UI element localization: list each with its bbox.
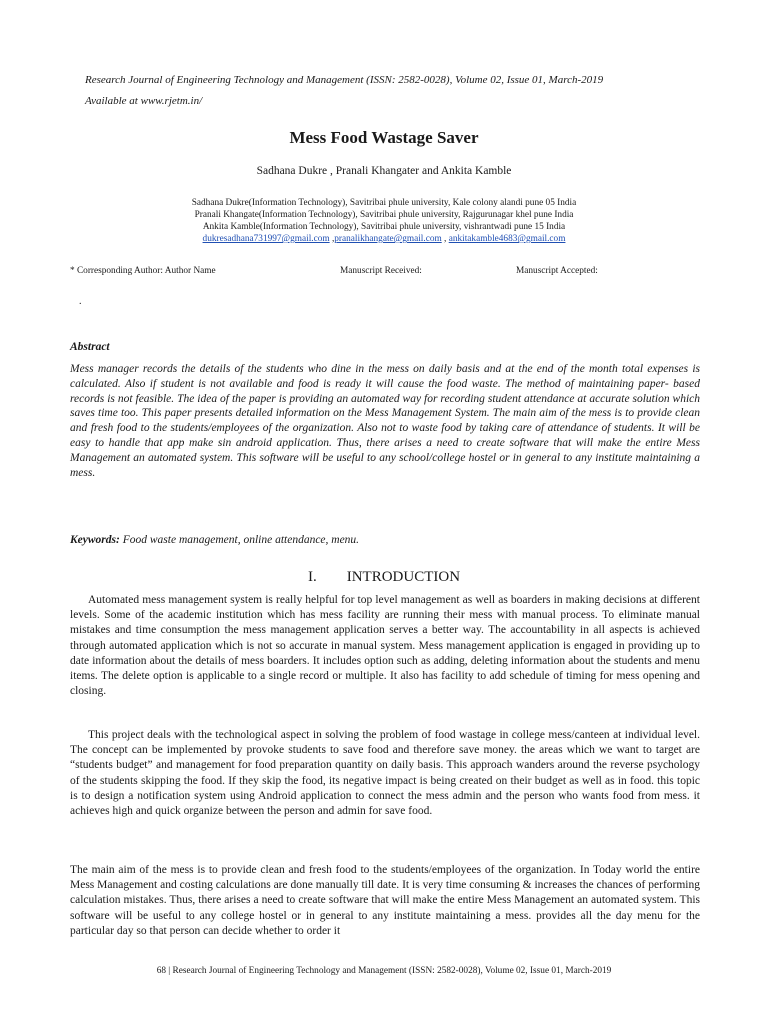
corresponding-author: * Corresponding Author: Author Name [70, 266, 216, 276]
body-paragraph: The main aim of the mess is to provide clean and fresh food to the students/employees of the organization. In Today world the entire Mess Management and costing calculations are done manually till date. It is very time consuming & increases the chances of performing calculation mistakes. Thus, there arises a need to create software that will make the entire Mess Management an automated system. This software will be useful to any college hostel or in general to any institute maintaining a mess. provides all the day menu for the particular day so that person can decide whether to order it [70, 864, 700, 937]
email-separator: , [441, 234, 449, 244]
affiliation-2: Pranali Khangate(Information Technology), Savitribai phule university, Rajgurunagar khel pune India [194, 210, 574, 220]
manuscript-received: Manuscript Received: [340, 266, 422, 276]
section-number: I. [307, 569, 317, 585]
email-link-3[interactable]: ankitakamble4683@gmail.com [448, 234, 566, 244]
abstract-heading: Abstract [70, 341, 110, 353]
affiliation-1: Sadhana Dukre(Information Technology), Savitribai phule university, Kale colony alandi pune 05 India [191, 198, 577, 208]
manuscript-accepted: Manuscript Accepted: [516, 266, 598, 276]
journal-header: Research Journal of Engineering Technology and Management (ISSN: 2582-0028), Volume 02, Issue 01, March-2019 [85, 74, 604, 86]
body-paragraph: This project deals with the technological aspect in solving the problem of food wastage in college mess/canteen at individual level. The concept can be implemented by provoke students to save food and therefore save money. the areas which we want to target are “students budget” and management for food preparation quantity on daily basis. This approach wanders around the reverse psychology of the students skipping the food. If they skip the food, its negative impact is being created on their budget as well as in food. this topic is to design a notification system using Android application to connect the mess admin and the person who wants food from mess. it achieves high and quick organize between the person and admin for save food. [70, 729, 700, 818]
section-heading [0, 569, 768, 586]
keywords-label: Keywords: [70, 534, 120, 546]
abstract-text: Mess manager records the details of the students who dine in the mess on daily basis and at the end of the month total expenses is calculated. Also if student is not available and food is ready it will cause the food waste. The method of maintaining paper- based records is not feasible. The idea of the paper is providing an automated way for recording student attendance at accurate solution which saves time too. This paper presents detailed information on the Mess Management System. The main aim of the mess is to provide clean and fresh food to the students/employees of the organization. Also not to waste food by taking care of attendance of students. It will be easy to handle that app make sin android application. Thus, there arises a need to create software that will make the entire Mess Management an automated system. This software will be useful to any school/college hostel or in general to any institute maintaining a mess. [70, 363, 700, 479]
stray-mark: . [79, 296, 82, 307]
body-paragraph: Automated mess management system is really helpful for top level management as well as boarders in making decisions at different levels. Some of the academic institution which has mess facility are running their mess with manual process. To eliminate manual mistakes and time consumption the mess management application serves a better way. The accountability in all aspects is achieved through automated application which is not so accurate in manual system. Mess management application is engaged in providing up to date information about the details of mess boarders. It includes option such as adding, deleting information about the students and menu items. The delete option is applicable to a single record or multiple. It also has facility to add schedule of timing for mess opening and closing. [70, 594, 700, 698]
affiliation-3: Ankita Kamble(Information Technology), Savitribai phule university, vishrantwadi pune 15 India [202, 222, 566, 232]
keywords-text: Food waste management, online attendance, menu. [119, 534, 360, 546]
keywords-line [70, 534, 359, 546]
email-separator: , [329, 234, 335, 244]
author-emails [0, 233, 768, 245]
section-title: INTRODUCTION [346, 569, 461, 585]
journal-website-line: Available at www.rjetm.in/ [85, 95, 203, 107]
paper-title: Mess Food Wastage Saver [289, 128, 479, 147]
email-link-2[interactable]: pranalikhangate@gmail.com [334, 234, 442, 244]
page-footer: 68 | Research Journal of Engineering Technology and Management (ISSN: 2582-0028), Volume 02, Issue 01, March-2019 [156, 966, 612, 976]
author-list: Sadhana Dukre , Pranali Khangater and Ankita Kamble [256, 165, 512, 177]
email-link-1[interactable]: dukresadhana731997@gmail.com [202, 234, 330, 244]
